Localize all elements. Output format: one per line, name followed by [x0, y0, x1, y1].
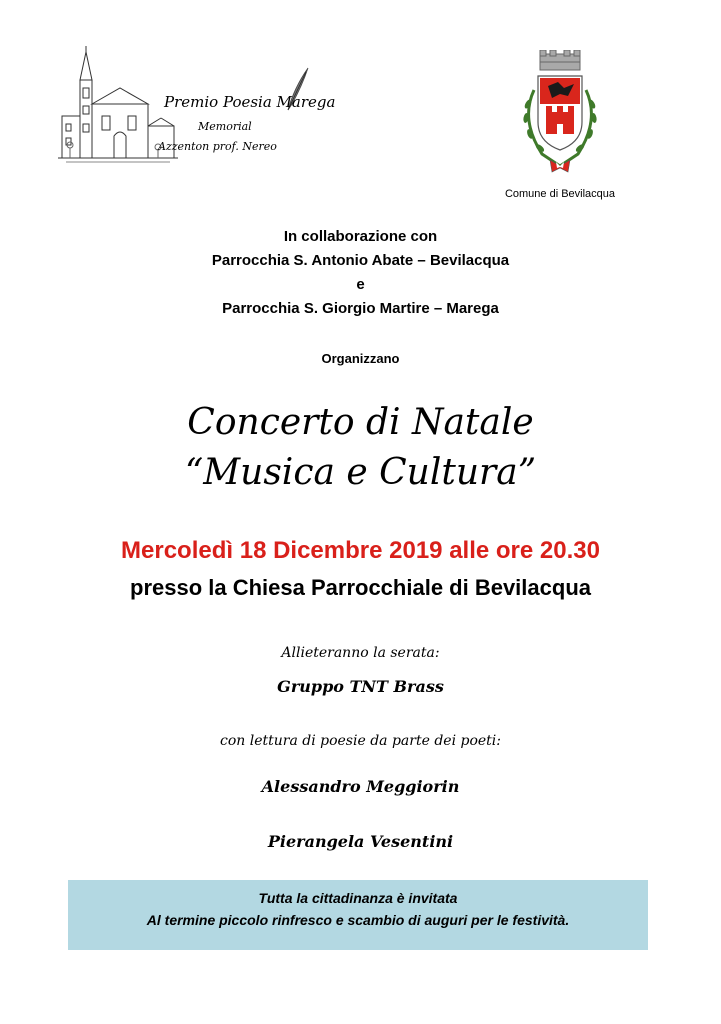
organize-label: Organizzano: [321, 351, 400, 366]
logo-honoree: Azzenton prof. Nereo: [158, 140, 277, 153]
event-venue: presso la Chiesa Parrocchiale di Bevilacqua: [130, 575, 591, 600]
band-name: Gruppo TNT Brass: [277, 677, 444, 696]
event-date-time: Mercoledì 18 Dicembre 2019 alle ore 20.30: [121, 537, 600, 564]
logo-memorial: Memorial: [198, 120, 252, 133]
invitation-box: [68, 880, 648, 950]
church-sketch-icon: [58, 44, 178, 174]
coat-of-arms-icon: [512, 50, 608, 176]
collaboration-intro: In collaborazione con: [283, 228, 438, 245]
poet-name: Pierangela Vesentini: [267, 832, 454, 851]
premio-poesia-logo: [58, 44, 336, 174]
event-title: Concerto di Natale: [187, 402, 534, 443]
comune-label: Comune di Bevilacqua: [504, 188, 616, 200]
parish-bevilacqua: Parrocchia S. Antonio Abate – Bevilacqua: [211, 252, 510, 269]
poet-name: Alessandro Meggiorin: [261, 777, 460, 796]
entertain-intro: Allieteranno la serata:: [281, 645, 440, 661]
event-subtitle: “Musica e Cultura”: [184, 452, 537, 493]
conjunction: e: [356, 276, 365, 293]
invitation-line: Tutta la cittadinanza è invitata: [258, 890, 458, 906]
reading-intro: con lettura di poesie da parte dei poeti:: [219, 733, 501, 749]
logo-title: Premio Poesia Marega: [164, 93, 336, 111]
parish-marega: Parrocchia S. Giorgio Martire – Marega: [222, 300, 499, 317]
refreshment-line: Al termine piccolo rinfresco e scambio di auguri per le festività.: [146, 912, 570, 928]
